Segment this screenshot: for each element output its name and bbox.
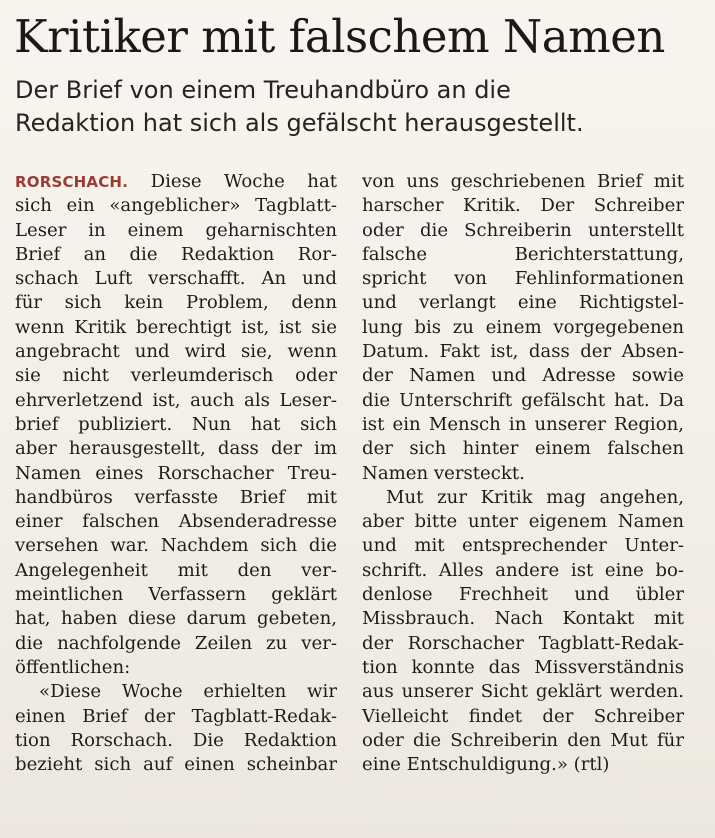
header-divider — [0, 160, 715, 161]
column-line: ist ein Mensch in unserer Region, — [362, 413, 684, 435]
column-line: tion Rorschach. Die Redaktion — [15, 729, 337, 751]
column-line: der sich hinter einem falschen — [362, 438, 684, 460]
column-line: der Namen und Adresse sowie — [362, 365, 684, 387]
column-line: eine Entschuldigung.» (rtl) — [362, 754, 610, 776]
first-line-text: Diese Woche hat — [128, 171, 337, 192]
column-line: angebracht und wird sie, wenn — [15, 341, 337, 363]
column-line: und mit entsprechender Unter- — [362, 535, 684, 557]
column-line: schrift. Alles andere ist eine bo- — [362, 559, 684, 581]
article-subtitle — [15, 74, 695, 140]
column-line: versehen war. Nachdem sich die — [15, 535, 337, 557]
column-line: wenn Kritik berechtigt ist, ist sie — [15, 316, 337, 338]
column-line: Namen versteckt. — [362, 462, 525, 484]
column-line: «Diese Woche erhielten wir — [39, 681, 337, 703]
column-line: Angelegenheit mit den ver- — [15, 559, 337, 581]
column-line: hat, haben diese darum gebeten, — [15, 608, 337, 630]
column-line: aber herausgestellt, dass der im — [15, 438, 337, 460]
column-line: aus unserer Sicht geklärt werden. — [362, 681, 684, 703]
article-headline: Kritiker mit falschem Namen — [14, 10, 665, 63]
column-line: oder die Schreiberin den Mut für — [362, 729, 684, 751]
subtitle-line: Redaktion hat sich als gefälscht herausgestellt. — [15, 109, 584, 137]
dateline: RORSCHACH. — [15, 173, 129, 191]
column-line: harscher Kritik. Der Schreiber — [362, 195, 684, 217]
column-line: Leser in einem geharnischten — [15, 219, 337, 241]
column-line — [15, 170, 337, 194]
column-line: sie nicht verleumderisch oder — [15, 365, 337, 387]
column-line: der Rorschacher Tagblatt-Redak- — [362, 632, 684, 654]
column-line: aber bitte unter eigenem Namen — [362, 511, 684, 533]
column-line: Namen eines Rorschacher Treu- — [15, 462, 337, 484]
column-line: Missbrauch. Nach Kontakt mit — [362, 608, 684, 630]
column-line: brief publiziert. Nun hat sich — [15, 413, 337, 435]
column-line: für sich kein Problem, denn — [15, 292, 337, 314]
column-line: Brief an die Redaktion Ror- — [15, 243, 337, 265]
column-line: die Unterschrift gefälscht hat. Da — [362, 389, 684, 411]
column-line: und verlangt eine Richtigstel- — [362, 292, 684, 314]
article-column-right — [362, 170, 684, 777]
column-line: oder die Schreiberin unterstellt — [362, 219, 684, 241]
column-line: bezieht sich auf einen scheinbar — [15, 754, 337, 776]
column-line: tion konnte das Missverständnis — [362, 656, 684, 678]
column-line: handbüros verfasste Brief mit — [15, 486, 337, 508]
column-line: einer falschen Absenderadresse — [15, 511, 337, 533]
column-line: öffentlichen: — [15, 656, 131, 678]
column-line: die nachfolgende Zeilen zu ver- — [15, 632, 337, 654]
column-line: ehrverletzend ist, auch als Leser- — [15, 389, 337, 411]
column-line: denlose Frechheit und übler — [362, 584, 684, 606]
subtitle-line: Der Brief von einem Treuhandbüro an die — [15, 76, 511, 104]
column-line: meintlichen Verfassern geklärt — [15, 584, 337, 606]
column-line: falsche Berichterstattung, — [362, 243, 684, 265]
column-line: Mut zur Kritik mag angehen, — [386, 486, 684, 508]
article-column-left — [15, 170, 337, 777]
column-line: spricht von Fehlinformationen — [362, 268, 684, 290]
column-line: schach Luft verschafft. An und — [15, 268, 337, 290]
column-line: einen Brief der Tagblatt-Redak- — [15, 705, 337, 727]
column-line: von uns geschriebenen Brief mit — [362, 171, 684, 192]
column-line: lung bis zu einem vorgegebenen — [362, 316, 684, 338]
column-line: sich ein «angeblicher» Tagblatt- — [15, 195, 337, 217]
column-line: Datum. Fakt ist, dass der Absen- — [362, 341, 684, 363]
column-line: Vielleicht findet der Schreiber — [362, 705, 684, 727]
